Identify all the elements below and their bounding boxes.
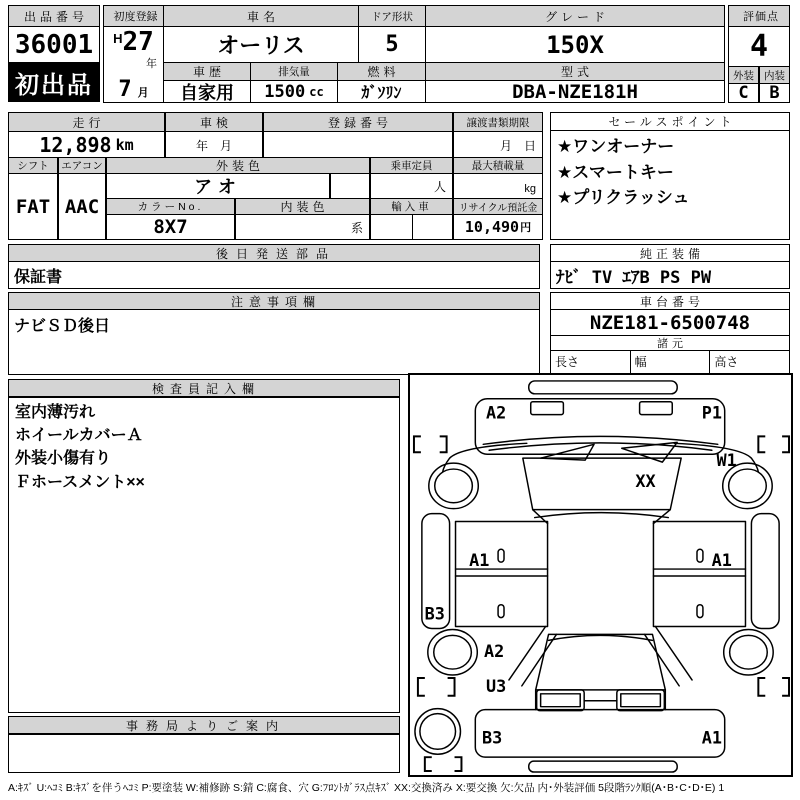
sales-points-header: セールスポイント: [550, 112, 790, 131]
sales-point-item: ★プリクラッシュ: [557, 188, 690, 207]
fuel-value: ｶﾞｿﾘﾝ: [337, 80, 426, 103]
inspector-note-line: Ｆホースメント××: [15, 473, 145, 491]
notes-header: 注意事項欄: [8, 292, 540, 310]
first-registration-header: 初度登録: [103, 5, 164, 27]
interior-grade: B: [759, 83, 790, 103]
first-listing-badge: 初出品: [8, 62, 100, 102]
inspector-note-line: 室内薄汚れ: [15, 404, 96, 421]
chassis-number-header: 車台番号: [550, 292, 790, 310]
fuel-header: 燃料: [337, 62, 426, 81]
transfer-doc-header: 譲渡書類期限: [453, 112, 543, 132]
import-header: 輸入車: [370, 198, 453, 215]
inspection-header: 車検: [165, 112, 263, 132]
damage-label-a2: A2: [483, 641, 505, 662]
shift-header: シフト: [8, 157, 58, 174]
capacity-value: 人: [370, 173, 453, 199]
auction-number: 36001: [8, 26, 100, 63]
recycle-value: 10,490 円: [453, 214, 543, 240]
spec-header: 諸元: [550, 335, 790, 351]
mileage-unit: km: [115, 135, 134, 154]
headlight-right: [640, 402, 673, 415]
recycle-unit: 円: [520, 221, 532, 234]
color-no-value: 8X7: [106, 214, 235, 240]
damage-label-a2: A2: [485, 402, 507, 423]
payload-value: kg: [453, 173, 543, 199]
sales-point-item: ★ワンオーナー: [557, 137, 675, 156]
taillight-right: [617, 690, 665, 711]
front-bumper: [475, 399, 724, 454]
score-value: 4: [728, 26, 790, 67]
color-no-header: カラーNo.: [106, 198, 235, 215]
history-value: 自家用: [163, 80, 251, 103]
taillight-left: [537, 690, 585, 711]
exterior-color-extra-cell: [330, 173, 370, 199]
spec-row: [550, 350, 790, 375]
inspector-note-line: 外装小傷有り: [15, 450, 112, 468]
damage-label-b3: B3: [482, 727, 503, 748]
roof-front-edge: [535, 513, 669, 518]
notes-content: ナビＳＤ後日: [8, 309, 540, 375]
car-diagram: [408, 373, 793, 777]
transfer-doc-value: 月 日: [453, 131, 543, 158]
car-outline: [422, 381, 779, 772]
office-header: 事務局よりご案内: [8, 716, 400, 734]
inspector-notes: [8, 397, 400, 713]
spec-length: 長さ: [555, 355, 580, 369]
damage-label-b3: B3: [424, 603, 445, 624]
era-letter: H: [113, 31, 123, 46]
damage-label-a1: A1: [701, 727, 722, 748]
model-code-header: 型式: [425, 62, 725, 81]
interior-grade-header: 内装: [759, 66, 790, 84]
exterior-grade: C: [728, 83, 759, 103]
exterior-grade-header: 外装: [728, 66, 759, 84]
roof-rear-edge: [549, 635, 653, 640]
score-header: 評価点: [728, 5, 790, 27]
windshield: [523, 458, 681, 509]
registration-month: 7: [118, 77, 132, 102]
damage-label-a1: A1: [469, 550, 490, 571]
equipment-header: 純正装備: [550, 244, 790, 262]
displacement-header: 排気量: [250, 62, 338, 81]
damage-label-p1: P1: [701, 402, 722, 423]
aircon-value: AAC: [58, 173, 106, 240]
displacement-value: 1500 cc: [250, 80, 338, 103]
spec-width: 幅: [630, 351, 710, 374]
displacement-unit: cc: [309, 84, 324, 99]
import-cell: [370, 214, 453, 240]
interior-color-header: 内装色: [235, 198, 370, 215]
later-parts-content: 保証書: [8, 261, 540, 289]
recycle-header: リサイクル預託金: [453, 198, 543, 215]
doors-right: [653, 522, 745, 627]
damage-label-w1: W1: [716, 450, 737, 471]
car-diagram-svg: [410, 375, 791, 775]
rear-bottom-bar: [529, 761, 677, 772]
door-shape-header: ドア形状: [358, 5, 426, 27]
payload-header: 最大積載量: [453, 157, 543, 174]
interior-color-value: 系: [235, 214, 370, 240]
registration-brackets: [414, 436, 789, 771]
exterior-color-value: アオ: [106, 173, 330, 199]
side-sill-right: [751, 514, 779, 629]
legend-text: A:ｷｽﾞ U:ﾍｺﾐ B:ｷｽﾞを伴うﾍｺﾐ P:要塗装 W:補修跡 S:錆 C:腐食、穴 G:ﾌﾛﾝﾄｶﾞﾗｽ点ｷｽﾞ XX:交換済み X:要交換 欠:欠品 内･外装評価 5段階ﾗﾝｸ順(A･B･C･D･E) 1: [8, 782, 725, 794]
history-header: 車歴: [163, 62, 251, 81]
later-parts-header: 後日発送部品: [8, 244, 540, 262]
shift-value: FAT: [8, 173, 58, 240]
office-content: [8, 734, 400, 773]
aircon-header: エアコン: [58, 157, 106, 174]
mileage-header: 走行: [8, 112, 165, 132]
model-code-value: DBA-NZE181H: [425, 80, 725, 103]
damage-label-xx: XX: [635, 470, 656, 491]
damage-label-a1: A1: [711, 550, 732, 571]
registration-year: 27: [122, 27, 154, 57]
exterior-color-header: 外装色: [106, 157, 370, 174]
car-name-header: 車名: [163, 5, 359, 27]
equipment-content: ﾅﾋﾞ TV ｴｱB PS PW: [550, 261, 790, 289]
registration-number-value: [263, 131, 453, 158]
year-unit: 年: [146, 58, 157, 70]
front-top-bar: [529, 381, 677, 394]
chassis-number: NZE181-6500748: [550, 309, 790, 336]
damage-label-u3: U3: [485, 675, 507, 696]
rear-window: [536, 634, 666, 689]
inspection-value: 年 月: [165, 131, 263, 158]
door-count: 5: [358, 26, 426, 63]
first-registration-cell: [103, 26, 164, 103]
sales-point-item: ★スマートキー: [557, 162, 674, 182]
door-handle: [697, 549, 703, 562]
grade-value: 150X: [425, 26, 725, 63]
month-unit: 月: [137, 87, 149, 99]
auction-number-header: 出品番号: [8, 5, 100, 27]
mileage-value: 12,898 km: [8, 131, 165, 158]
door-handle: [498, 549, 504, 562]
sales-points-list: [550, 130, 790, 240]
doors-left: [456, 522, 548, 627]
rear-bumper: [475, 710, 724, 758]
spare-tire: [415, 709, 461, 755]
capacity-header: 乗車定員: [370, 157, 453, 174]
registration-number-header: 登録番号: [263, 112, 453, 132]
door-handle: [697, 605, 703, 618]
grade-header: グレード: [425, 5, 725, 27]
spec-height: 高さ: [709, 351, 789, 374]
headlight-left: [531, 402, 564, 415]
car-name: オーリス: [163, 26, 359, 63]
door-handle: [498, 605, 504, 618]
inspector-header: 検査員記入欄: [8, 379, 400, 397]
inspector-note-line: ホイールカバーＡ: [15, 427, 143, 445]
